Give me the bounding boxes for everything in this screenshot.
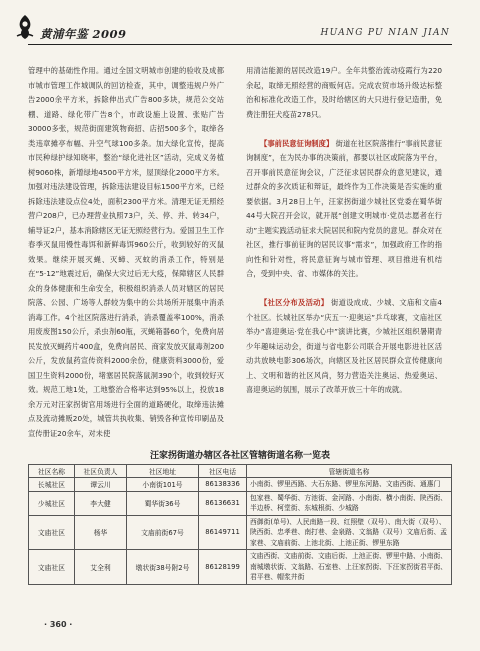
paragraph-gap: [246, 282, 442, 297]
table-header-cell: 社区地址: [127, 465, 199, 478]
address-cell: 文庙前街67号: [127, 515, 199, 550]
section-heading: 【事前民意征询制度】: [260, 138, 334, 148]
community-table: [28, 464, 452, 585]
phone-cell: 86128199: [199, 550, 247, 585]
table-row: [29, 491, 452, 515]
section-paragraph: [246, 296, 442, 398]
phone-cell: 86138336: [199, 478, 247, 492]
table-header-cell: 管辖街道名称: [247, 465, 452, 478]
community-name-cell: 长城社区: [29, 478, 75, 492]
paragraph-gap: [246, 122, 442, 137]
table-header-cell: 社区电话: [199, 465, 247, 478]
streets-cell: 文庙西街、文庙前街、文庙后街、上池正街、锣里中路、小南街、南城墩状街、文翁路、石室巷、上汪家拐街、下汪家拐街君平街、君平巷、帽浆井街: [247, 550, 452, 585]
body-paragraph: 管理中的基础性作用。通过全国文明城市创建的验收及成都市城市管理工作城调队的回访检查，其中，调整违规户外广告2000余平方米，拆除伸出式广告800多块，规范公交站棚、道路、绿化带广告8个，市政设施上设置、张贴广告30000多张，规范街面建筑物商招、店招500多个，取缔各类违章摊亭布幅、升空气球100多条。加大绿化宣传，提高市民种绿护绿知晓率，整治“绿化进社区”活动，完成义务植树9060株，新增绿地4500平方米，屋顶绿化2000平方米。加强对违法建设管理，拆除违法建设目标1500平方米，已经拆除违法建设点位4处，面积2300平方米。清理无证无照经营户208户，已办理营业执照73户，关、停、并、转34户，辅导证2户，基本消除辖区无证无照经营行为。爱国卫生工作春季灭鼠用慢性毒饵和新鲜毒饵960公斤，收到较好的灭鼠效果。继续开展灭蝇、灭蟑、灭蚊的消杀工作，特别是在“5·12”地震过后，确保大灾过后无大疫，保障辖区人民群众的身体健康和生命安全，积极组织消杀人员对辖区的居民院落、公园、广场等人群较为集中的公共场所开展集中消杀消毒工作。4个社区院落进行消杀，消杀覆盖率100%，消杀用废废图150公斤，杀虫剂60瓶，灭蝇箱器60个，免费向居民发放灭蝇药片400盒，免费向居民、商家发放灭鼠毒剂200公斤，发放鼠药宣传资料2000余份，健康资料3000份，爱国卫生资料2000份，堵塞居民院落鼠洞390个，收到较好灭效。规范工地1处，工地整治合格率达到95%以上，投放18余万元对汪家拐街官用场进行全面的道路硬化，取缔违法摊点及流动摊贩20处，城管共执收集、销毁各种宣传印刷品及宣传册证20余车，对未使: [28, 66, 224, 438]
leader-cell: 杨华: [75, 515, 127, 550]
streets-cell: 包家巷、蜀华街、方池街、金河路、小南街、横小南街、陕西街、半边桥、柯堂街、东城根街、少城路: [247, 491, 452, 515]
leader-cell: 谭云川: [75, 478, 127, 492]
community-name-cell: 文庙社区: [29, 515, 75, 550]
section-heading: 【社区分布及活动】: [260, 298, 329, 307]
leader-cell: 李大健: [75, 491, 127, 515]
community-table-section: [28, 448, 452, 585]
table-header-cell: 社区名称: [29, 465, 75, 478]
table-row: [29, 515, 452, 550]
page-header: [0, 0, 480, 60]
address-cell: 小南街101号: [127, 478, 199, 492]
section-body: 街道在社区院落推行“事前民意征询制度”，在为民办事的决策前，都要以社区或院落为平台，召开事前民意征询会议，广泛征求居民群众的意见建议，通过群众的多次质证和辩证，最终作为工作决策是否实施的重要依据。3月28日上午，汪家拐街道少城社区党委在蜀华街44号大院召开会议，就开展“创建文明城市·党员志愿者在行动”主题实践活动征求大院居民和院内党员的意见。群众对在社区，推行事前征询的居民议事“需求”，加强政府工作的指向性和针对性，将民意征询与城市管理、项目推进有机结合，受到中央、省、市媒体的关注。: [246, 138, 443, 278]
body-paragraph: 用清洁能源的居民改造19户。全年共整治流动疫霞行为220余起，取缔无照经营的商贩何店。完成农贸市场升级达标整治和标准化改造工作，及时给辖区的大只进行登记造册，免费注册狂犬疫苗278只。: [246, 66, 442, 119]
page-number: · 360 ·: [44, 620, 73, 629]
address-cell: 墩状街38号附2号: [127, 550, 199, 585]
table-header-row: [29, 465, 452, 478]
yearbook-title: 黄浦年鉴 2009: [40, 27, 127, 41]
yearbook-logo-icon: [14, 14, 36, 40]
address-cell: 蜀华街36号: [127, 491, 199, 515]
table-row: [29, 550, 452, 585]
left-text-column: [28, 64, 224, 441]
community-name-cell: 文庙社区: [29, 550, 75, 585]
right-text-column: [246, 64, 442, 398]
phone-cell: 86149711: [199, 515, 247, 550]
table-row: [29, 478, 452, 492]
header-rule: [28, 44, 452, 45]
streets-cell: 小南街、锣里西路、大石东路、锣里东河路、文庙西街、通惠门: [247, 478, 452, 492]
yearbook-latin-title: HUANG PU NIAN JIAN: [320, 28, 450, 38]
leader-cell: 艾全利: [75, 550, 127, 585]
streets-cell: 西御街(单号)、人民南路一段、红照壁（双号）、南大街（双号）、陕西街、忠孝巷、南打巷、金泉路、文翁路（双号）文庙后街、孟家巷、文庙前街、上池北街、上池正街、锣里东路: [247, 515, 452, 550]
section-paragraph: [246, 137, 442, 282]
section-body: 街道设成成、少城、文庙和文庙4个社区。长城社区举办“庆五一·迎奥运”乒乓球赛，文庙社区举办“喜迎奥运·党在我心中”演讲比赛，少城社区组织暑期青少年趣味运动会，街道与省电影公司联合开展电影进社区活动共放映电影306场次，向辖区及社区居民群众宣传健康向上、文明和谐的社区风尚，努力营造关注奥运、热爱奥运、喜迎奥运的氛围，展示了改革开放三十年的成就。: [246, 298, 442, 394]
table-header-cell: 社区负责人: [75, 465, 127, 478]
community-name-cell: 少城社区: [29, 491, 75, 515]
phone-cell: 86136631: [199, 491, 247, 515]
table-title: 汪家拐街道办辖区各社区管辖街道名称一览表: [149, 451, 330, 461]
